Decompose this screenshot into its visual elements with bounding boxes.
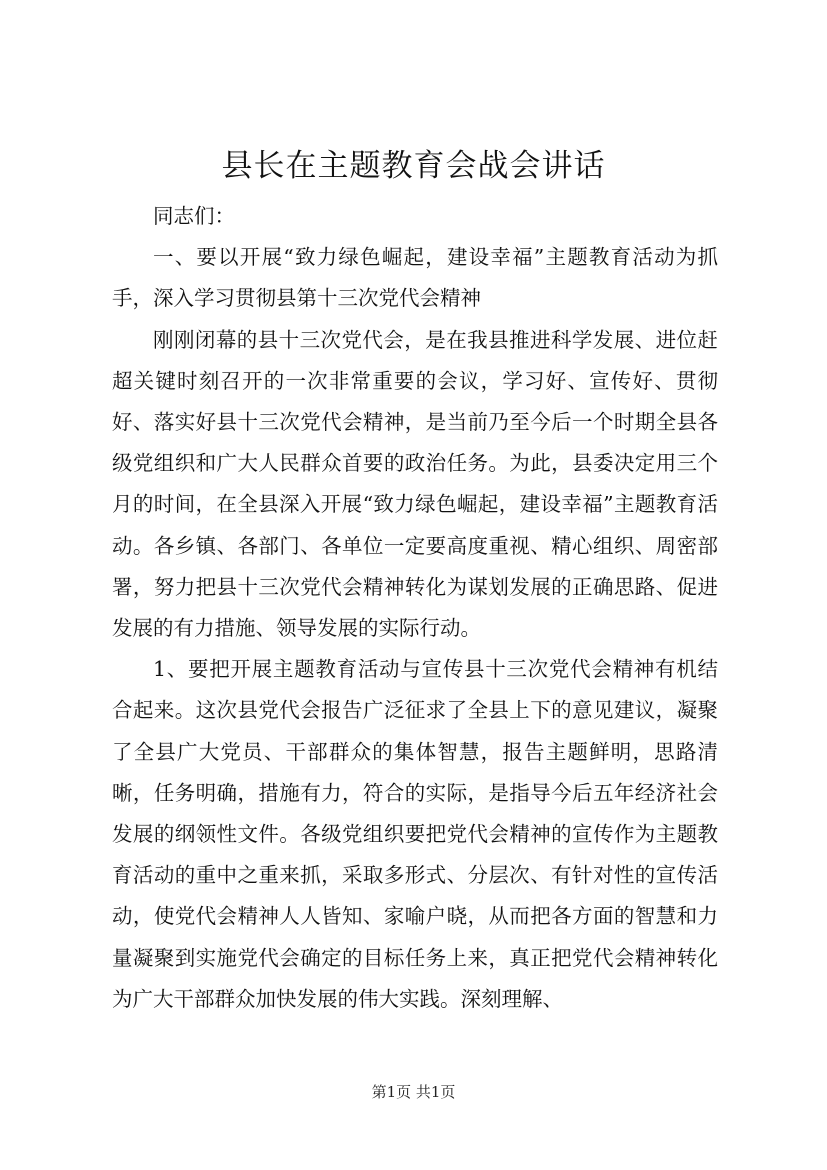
page-number-footer: 第1页 共1页	[371, 1083, 456, 1101]
body-paragraph: 刚刚闭幕的县十三次党代会，是在我县推进科学发展、进位赶超关键时刻召开的一次非常重要的会议，学习好、宣传好、贯彻好、落实好县十三次党代会精神，是当前乃至今后一个时期全县各级党组织和广大人民群众首要的政治任务。为此，县委决定用三个月的时间，在全县深入开展“致力绿色崛起，建设幸福”主题教育活动。各乡镇、各部门、各单位一定要高度重视、精心组织、周密部署，努力把县十三次党代会精神转化为谋划发展的正确思路、促进发展的有力措施、领导发展的实际行动。	[112, 327, 718, 641]
salutation-paragraph: 同志们：	[153, 204, 235, 228]
body-paragraph: 1、要把开展主题教育活动与宣传县十三次党代会精神有机结合起来。这次县党代会报告广泛征求了全县上下的意见建议，凝聚了全县广大党员、干部群众的集体智慧，报告主题鲜明，思路清晰，任务明确，措施有力，符合的实际，是指导今后五年经济社会发展的纲领性文件。各级党组织要把党代会精神的宣传作为主题教育活动的重中之重来抓，采取多形式、分层次、有针对性的宣传活动，使党代会精神人人皆知、家喻户晓，从而把各方面的智慧和力量凝聚到实施党代会确定的目标任务上来，真正把党代会精神转化为广大干部群众加快发展的伟大实践。深刻理解、	[112, 657, 718, 1011]
document-body	[112, 196, 718, 1020]
document-title: 县长在主题教育会战会讲话	[221, 148, 606, 184]
section-heading-paragraph: 一、要以开展“致力绿色崛起，建设幸福”主题教育活动为抓手，深入学习贯彻县第十三次党代会精神	[112, 245, 718, 311]
